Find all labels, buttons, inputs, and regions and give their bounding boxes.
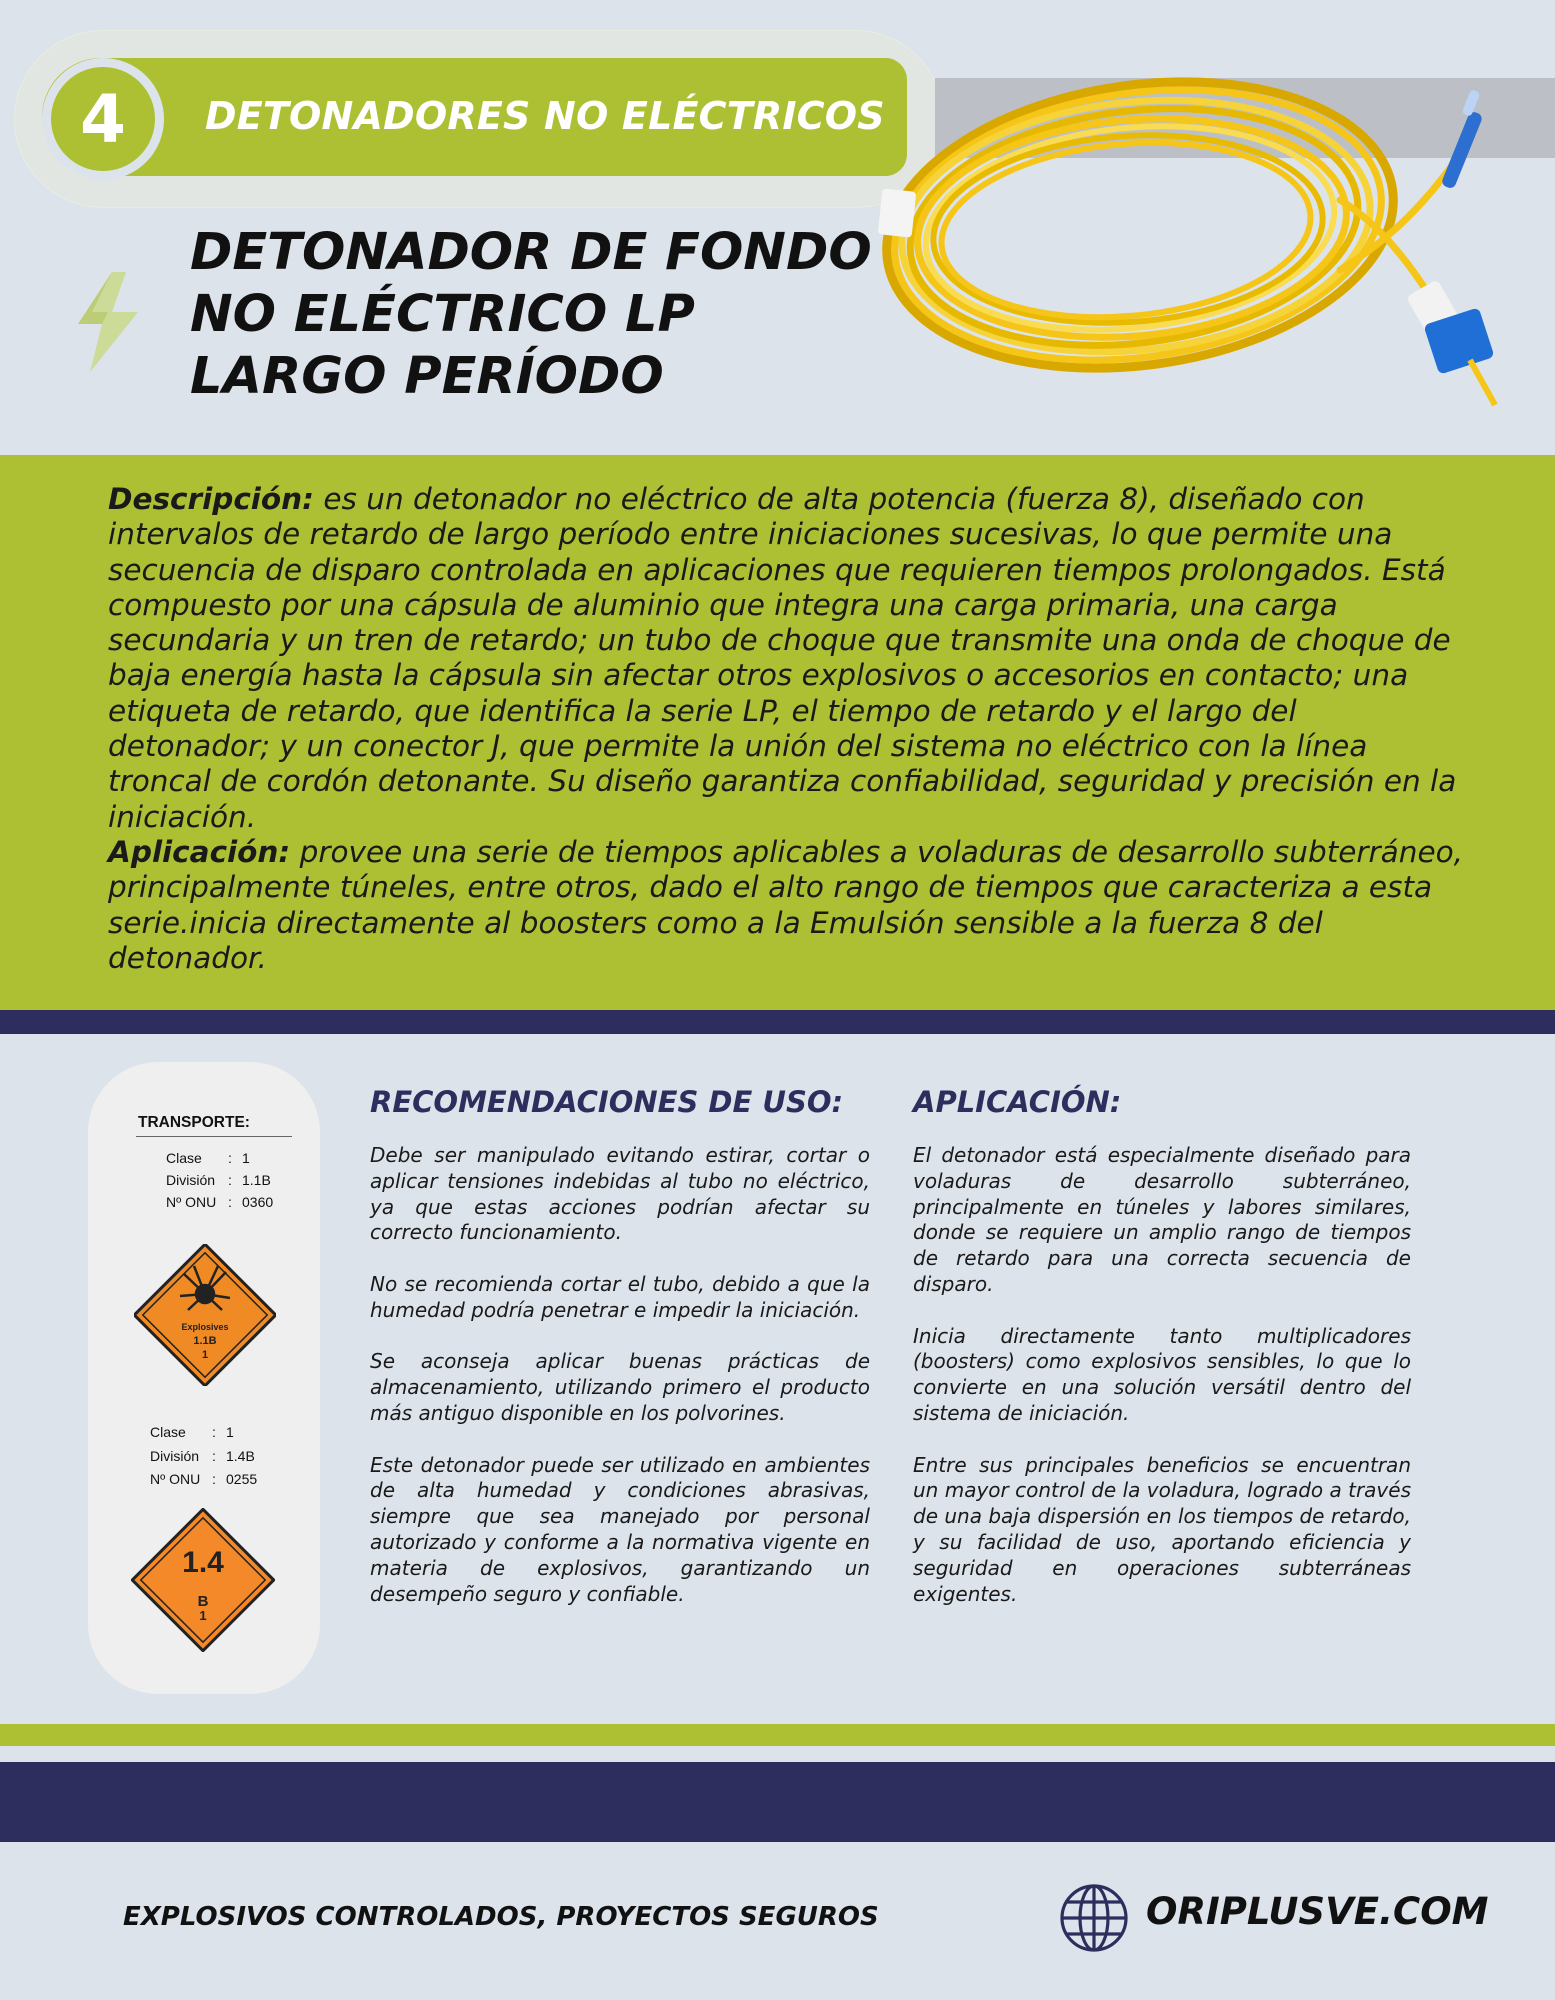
- hazard-diamond-1-4b: [131, 1508, 275, 1652]
- transport-label-2: [150, 1421, 257, 1492]
- division-key: División: [150, 1447, 200, 1464]
- page-title: [190, 222, 910, 408]
- separator: :: [228, 1172, 232, 1188]
- section-number: 4: [80, 80, 126, 158]
- recommendation-paragraph: Se aconseja aplicar buenas prácticas de almacenamiento, utilizando primero el producto más antiguo disponible en los polvorines.: [370, 1349, 870, 1425]
- diamond2-code: 1.4: [182, 1546, 224, 1579]
- separator: :: [212, 1471, 216, 1487]
- recommendations-text: [370, 1143, 870, 1633]
- clase-value: 1: [226, 1424, 234, 1440]
- footer-green-strip: [0, 1724, 1555, 1746]
- onu-key: Nº ONU: [166, 1194, 217, 1210]
- clase-key: Clase: [150, 1424, 186, 1440]
- diamond2-group: B: [197, 1593, 209, 1610]
- footer-navy-band: [0, 1762, 1555, 1842]
- application-text: [913, 1143, 1411, 1633]
- division-key: División: [166, 1172, 216, 1188]
- division-value: 1.4B: [226, 1447, 255, 1464]
- section-title: DETONADORES NO ELÉCTRICOS: [205, 94, 885, 138]
- diamond1-caption: Explosives: [181, 1322, 229, 1332]
- recommendation-paragraph: Debe ser manipulado evitando estirar, cortar o aplicar tensiones indebidas al tubo no eléctrico, ya que estas acciones podrían afectar su correcto funcionamiento.: [370, 1143, 870, 1245]
- transport-label-1: [166, 1147, 273, 1213]
- separator: :: [228, 1194, 232, 1210]
- recommendation-paragraph: Este detonador puede ser utilizado en ambientes de alta humedad y condiciones abrasivas, siempre que sea manejado por personal autorizado y conforme a la normativa vigente en materia de explosivos, garantizando un desempeño seguro y confiable.: [370, 1452, 870, 1606]
- website-link[interactable]: ORIPLUSVE.COM: [1146, 1890, 1489, 1933]
- application-paragraph: Inicia directamente tanto multiplicadores (boosters) como explosivos sensibles, lo que lo convierte en una solución versátil dentro del sistema de iniciación.: [913, 1323, 1411, 1425]
- application-label: Aplicación:: [108, 834, 291, 869]
- onu-key: Nº ONU: [150, 1471, 201, 1487]
- separator: :: [228, 1150, 232, 1166]
- description-body: es un detonador no eléctrico de alta potencia (fuerza 8), diseñado con intervalos de retardo de largo período entre iniciaciones sucesivas, lo que permite una secuencia de disparo controlada en aplicaciones que requieren tiempos prolongados. Está compuesto por una cápsula de aluminio que integra una carga primaria, una carga secundaria y un tren de retardo; un tubo de choque que transmite una onda de choque de baja energía hasta la cápsula sin afectar otros explosivos o accesorios en contacto; una etiqueta de retardo, que identifica la serie LP, el tiempo de retardo y el largo del detonador; y un conector J, que permite la unión del sistema no eléctrico con la línea troncal de cordón detonante. Su diseño garantiza confiabilidad, seguridad y precisión en la iniciación.: [108, 482, 1457, 834]
- globe-icon: [1058, 1882, 1130, 1954]
- section-number-badge: [42, 58, 164, 180]
- diamond2-class: 1: [199, 1608, 207, 1623]
- application-paragraph: El detonador está especialmente diseñado para voladuras de desarrollo subterráneo, principalmente en túneles y labores similares, donde se requiere un amplio rango de tiempos de retardo para una correcta secuencia de disparo.: [913, 1143, 1411, 1296]
- diamond1-class: 1: [201, 1349, 209, 1361]
- recommendation-paragraph: No se recomienda cortar el tubo, debido a que la humedad podría penetrar e impedir la iniciación.: [370, 1271, 870, 1322]
- description-label: Descripción:: [108, 482, 314, 516]
- transport-heading: TRANSPORTE:: [138, 1114, 250, 1131]
- recommendations-heading: RECOMENDACIONES DE USO:: [370, 1085, 844, 1119]
- division-value: 1.1B: [242, 1172, 271, 1188]
- application-body: provee una serie de tiempos aplicables a voladuras de desarrollo subterráneo, principalmente túneles, entre otros, dado el alto rango de tiempos que caracteriza a esta serie.inicia directamente al boosters como a la Emulsión sensible a la fuerza 8 del detonador.: [108, 834, 1464, 975]
- application-paragraph: Entre sus principales beneficios se encuentran un mayor control de la voladura, logrado a través de una baja dispersión en los tiempos de retardo, y su facilidad de uso, aportando eficiencia y seguridad en operaciones subterráneas exigentes.: [913, 1452, 1411, 1606]
- separator: :: [212, 1424, 216, 1440]
- hazard-diamond-1-1b: [134, 1244, 276, 1386]
- application-heading: APLICACIÓN:: [913, 1085, 1122, 1119]
- title-line-3: LARGO PERÍODO: [190, 347, 664, 406]
- product-image-detonator-coil: [870, 60, 1520, 430]
- transport-heading-rule: [136, 1136, 292, 1137]
- title-line-2: NO ELÉCTRICO LP: [190, 285, 695, 344]
- lightning-bolt-icon: [72, 272, 144, 372]
- onu-value: 0360: [242, 1194, 274, 1210]
- navy-divider: [0, 1010, 1555, 1034]
- description-text: [108, 482, 1468, 976]
- title-line-1: DETONADOR DE FONDO: [190, 223, 872, 282]
- separator: :: [212, 1447, 216, 1464]
- footer-tagline: EXPLOSIVOS CONTROLADOS, PROYECTOS SEGUROS: [123, 1902, 879, 1932]
- onu-value: 0255: [226, 1471, 258, 1487]
- clase-value: 1: [242, 1150, 250, 1166]
- clase-key: Clase: [166, 1150, 202, 1166]
- diamond1-code: 1.1B: [193, 1335, 217, 1347]
